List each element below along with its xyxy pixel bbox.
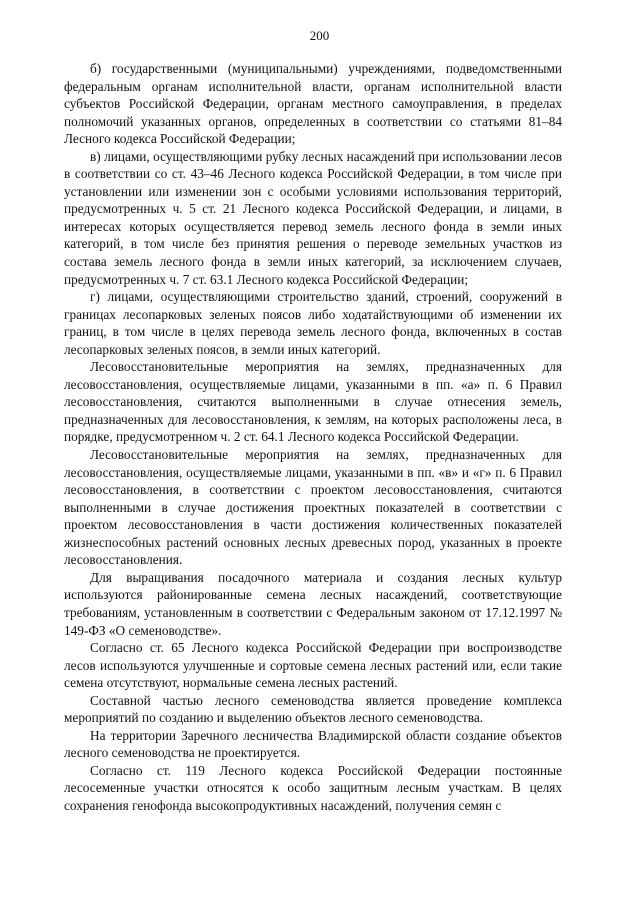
- paragraph-item-b: б) государственными (муниципальными) учреждениями, подведомственными федеральным органам исполнительной власти, органам исполнительной власти субъектов Российской Федерации, органам местного самоуправления, в пределах полномочий указанных органов, определенных в соответствии со статьями 81–84 Лесного кодекса Российской Федерации;: [64, 61, 562, 147]
- document-body: [64, 60, 562, 815]
- paragraph-article-119: Согласно ст. 119 Лесного кодекса Российской Федерации постоянные лесосеменные участки относятся к особо защитным лесным участкам. В целях сохранения генофонда высокопродуктивных насаждений, получения семян с: [64, 762, 562, 813]
- page-number: 200: [309, 28, 330, 43]
- paragraph-article-65: Согласно ст. 65 Лесного кодекса Российской Федерации при воспроизводстве лесов используются улучшенные и сортовые семена лесных растений или, если такие семена отсутствуют, нормальные семена лесных растений.: [64, 640, 562, 691]
- paragraph-reforestation-vg: Лесовосстановительные мероприятия на землях, предназначенных для лесовосстановления, осуществляемые лицами, указанными в пп. «в» и «г» п. 6 Правил лесовосстановления, в соответствии с проектом лесовосстановления, считаются выполненными в случае достижения проектных показателей в соответствии с проектом лесовосстановления в части достижения количественных показателей жизнеспособных растений основных лесных древесных пород, указанных в проекте лесовосстановления.: [64, 447, 562, 568]
- paragraph-reforestation-a: Лесовосстановительные мероприятия на землях, предназначенных для лесовосстановления, осуществляемые лицами, указанными в пп. «а» п. 6 Правил лесовосстановления, считаются выполненными в случае отнесения земель, предназначенных для лесовосстановления, к землям, на которых расположены леса, в порядке, предусмотренном ч. 2 ст. 64.1 Лесного кодекса Российской Федерации.: [64, 359, 562, 445]
- paragraph-item-g: г) лицами, осуществляющими строительство зданий, строений, сооружений в границах лесопарковых зеленых поясов либо ходатайствующими об изменении их границ, в том числе в целях перевода земель лесного фонда, включенных в состав лесопарковых зеленых поясов, в земли иных категорий.: [64, 289, 562, 357]
- paragraph-item-v: в) лицами, осуществляющими рубку лесных насаждений при использовании лесов в соответствии со ст. 43–46 Лесного кодекса Российской Федерации, в том числе при установлении или изменении зон с особыми условиями использования территорий, предусмотренных ч. 5 ст. 21 Лесного кодекса Российской Федерации, и лицами, в интересах которых осуществляется перевод земель лесного фонда в земли иных категорий, в том числе без принятия решения о переводе земельных участков из состава земель лесного фонда в земли иных категорий, за исключением случаев, предусмотренных ч. 7 ст. 63.1 Лесного кодекса Российской Федерации;: [64, 148, 562, 287]
- paragraph-zarechnoe: На территории Заречного лесничества Владимирской области создание объектов лесного семеноводства не проектируется.: [64, 727, 562, 761]
- paragraph-seeds: Для выращивания посадочного материала и создания лесных культур используются районированные семена лесных насаждений, соответствующие требованиям, установленным в соответствии с Федеральным законом от 17.12.1997 № 149-ФЗ «О семеноводстве».: [64, 569, 562, 638]
- paragraph-seed-production: Составной частью лесного семеноводства является проведение комплекса мероприятий по созданию и выделению объектов лесного семеноводства.: [64, 692, 562, 726]
